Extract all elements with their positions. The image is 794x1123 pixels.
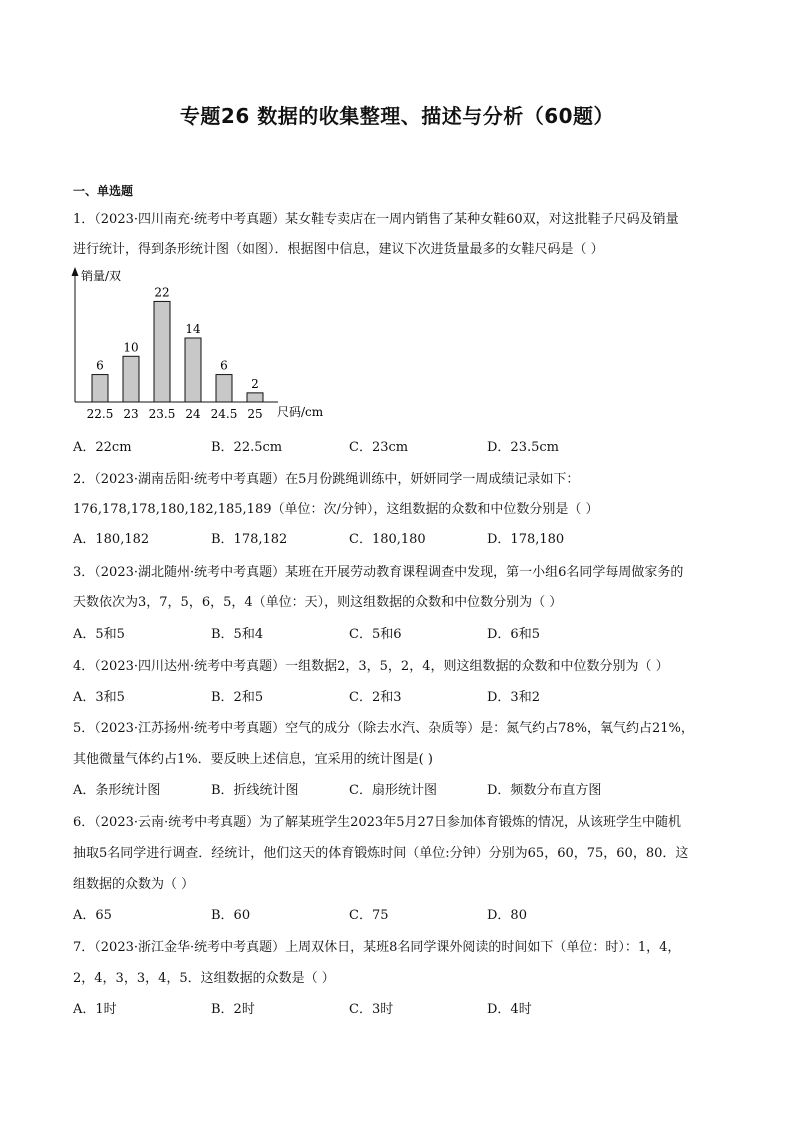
q4-option-b[interactable]: B．2和5 — [211, 690, 264, 705]
question-6-line-3: 组数据的众数为（ ） — [73, 877, 195, 892]
q7-option-c[interactable]: C．3时 — [349, 1002, 394, 1017]
x-tick-label: 24.5 — [210, 407, 238, 421]
question-6-line-1: 6．（2023·云南·统考中考真题）为了解某班学生2023年5月27日参加体育锻炼的情况，从该班学生中随机 — [73, 815, 682, 830]
question-2-line-1: 2．（2023·湖南岳阳·统考中考真题）在5月份跳绳训练中，妍妍同学一周成绩记录如下： — [73, 472, 580, 487]
bar-value-label: 6 — [220, 358, 228, 373]
question-5-line-2: 其他微量气体约占1%．要反映上述信息，宜采用的统计图是( ) — [73, 752, 433, 767]
x-tick-label: 25 — [247, 407, 263, 421]
question-5-line-1: 5．（2023·江苏扬州·统考中考真题）空气的成分（除去水汽、杂质等）是：氮气约占78%，氧气约占21%， — [73, 721, 694, 736]
bar-value-label: 10 — [123, 340, 139, 355]
question-6-line-2: 抽取5名同学进行调查．经统计，他们这天的体育锻炼时间（单位:分钟）分别为65，60，75，60，80．这 — [73, 846, 689, 861]
question-3-options — [73, 623, 733, 641]
q1-option-d[interactable]: D．23.5cm — [487, 440, 559, 455]
q5-option-d[interactable]: D．频数分布直方图 — [487, 783, 602, 798]
q6-option-c[interactable]: C．75 — [349, 908, 389, 923]
q2-option-b[interactable]: B．178,182 — [211, 532, 288, 547]
question-5-options — [73, 779, 733, 797]
question-2-line-2: 176,178,178,180,182,185,189（单位：次/分钟），这组数据的众数和中位数分别是（ ） — [73, 502, 599, 517]
q7-option-d[interactable]: D．4时 — [487, 1002, 532, 1017]
q1-option-a[interactable]: A．22cm — [73, 440, 132, 455]
bar-value-label: 6 — [96, 358, 104, 373]
page-title: 专题26 数据的收集整理、描述与分析（60题） — [179, 104, 615, 128]
question-7-line-2: 2，4，3，3，4，5．这组数据的众数是（ ） — [73, 971, 335, 986]
x-tick-label: 22.5 — [86, 407, 114, 421]
q4-option-a[interactable]: A．3和5 — [73, 690, 125, 705]
bar-23.5 — [154, 301, 170, 402]
question-1-options — [73, 436, 733, 454]
q4-option-d[interactable]: D．3和2 — [487, 690, 540, 705]
question-4-line-1: 4．（2023·四川达州·统考中考真题）一组数据2，3，5，2，4，则这组数据的众数和中位数分别为（ ） — [73, 659, 669, 674]
question-3-line-2: 天数依次为3，7，5，6，5，4（单位：天），则这组数据的众数和中位数分别为（ ） — [73, 595, 563, 610]
y-axis-arrow — [72, 267, 79, 276]
q7-option-a[interactable]: A．1时 — [73, 1002, 117, 1017]
question-6-options — [73, 904, 733, 922]
q5-option-b[interactable]: B．折线统计图 — [211, 783, 299, 798]
question-2-options — [73, 528, 733, 546]
q1-option-b[interactable]: B．22.5cm — [211, 440, 283, 455]
bar-value-label: 14 — [185, 322, 201, 336]
q1-option-c[interactable]: C．23cm — [349, 440, 409, 455]
q6-option-a[interactable]: A．65 — [73, 908, 112, 923]
q2-option-c[interactable]: C．180,180 — [349, 532, 426, 547]
q3-option-a[interactable]: A．5和5 — [73, 627, 125, 642]
bar-22.5 — [92, 375, 108, 402]
q2-option-d[interactable]: D．178,180 — [487, 532, 565, 547]
section-heading: 一、单选题 — [73, 184, 134, 198]
x-tick-label: 24 — [185, 407, 201, 421]
x-tick-label: 23 — [123, 407, 139, 421]
q2-option-a[interactable]: A．180,182 — [73, 532, 150, 547]
bar-value-label: 2 — [251, 376, 259, 391]
q3-option-c[interactable]: C．5和6 — [349, 627, 402, 642]
question-7-options — [73, 998, 733, 1016]
bar-24.5 — [216, 375, 232, 402]
bar-24 — [185, 338, 201, 402]
q6-option-b[interactable]: B．60 — [211, 908, 251, 923]
bar-23 — [123, 356, 139, 402]
bar-value-label: 22 — [154, 285, 170, 300]
y-axis-label: 销量/双 — [81, 269, 122, 283]
q5-option-c[interactable]: C．扇形统计图 — [349, 783, 437, 798]
q6-option-d[interactable]: D．80 — [487, 908, 527, 923]
q7-option-b[interactable]: B．2时 — [211, 1002, 255, 1017]
bar-25 — [247, 393, 263, 402]
q3-option-b[interactable]: B．5和4 — [211, 627, 264, 642]
question-7-line-1: 7．（2023·浙江金华·统考中考真题）上周双休日，某班8名同学课外阅读的时间如下（单位：时）：1，4， — [73, 940, 681, 955]
x-axis-label: 尺码/cm — [277, 405, 324, 419]
question-4-options — [73, 686, 733, 704]
q3-option-d[interactable]: D．6和5 — [487, 627, 540, 642]
x-tick-label: 23.5 — [148, 407, 176, 421]
question-1-line-2: 进行统计，得到条形统计图（如图）．根据图中信息，建议下次进货量最多的女鞋尺码是（ ） — [73, 242, 604, 257]
question-1-line-1: 1．（2023·四川南充·统考中考真题）某女鞋专卖店在一周内销售了某种女鞋60双，对这批鞋子尺码及销量 — [73, 212, 679, 227]
shoe-size-bar-chart — [60, 264, 350, 424]
question-3-line-1: 3．（2023·湖北随州·统考中考真题）某班在开展劳动教育课程调查中发现，第一小组6名同学每周做家务的 — [73, 565, 684, 580]
q4-option-c[interactable]: C．2和3 — [349, 690, 402, 705]
q5-option-a[interactable]: A．条形统计图 — [73, 783, 161, 798]
